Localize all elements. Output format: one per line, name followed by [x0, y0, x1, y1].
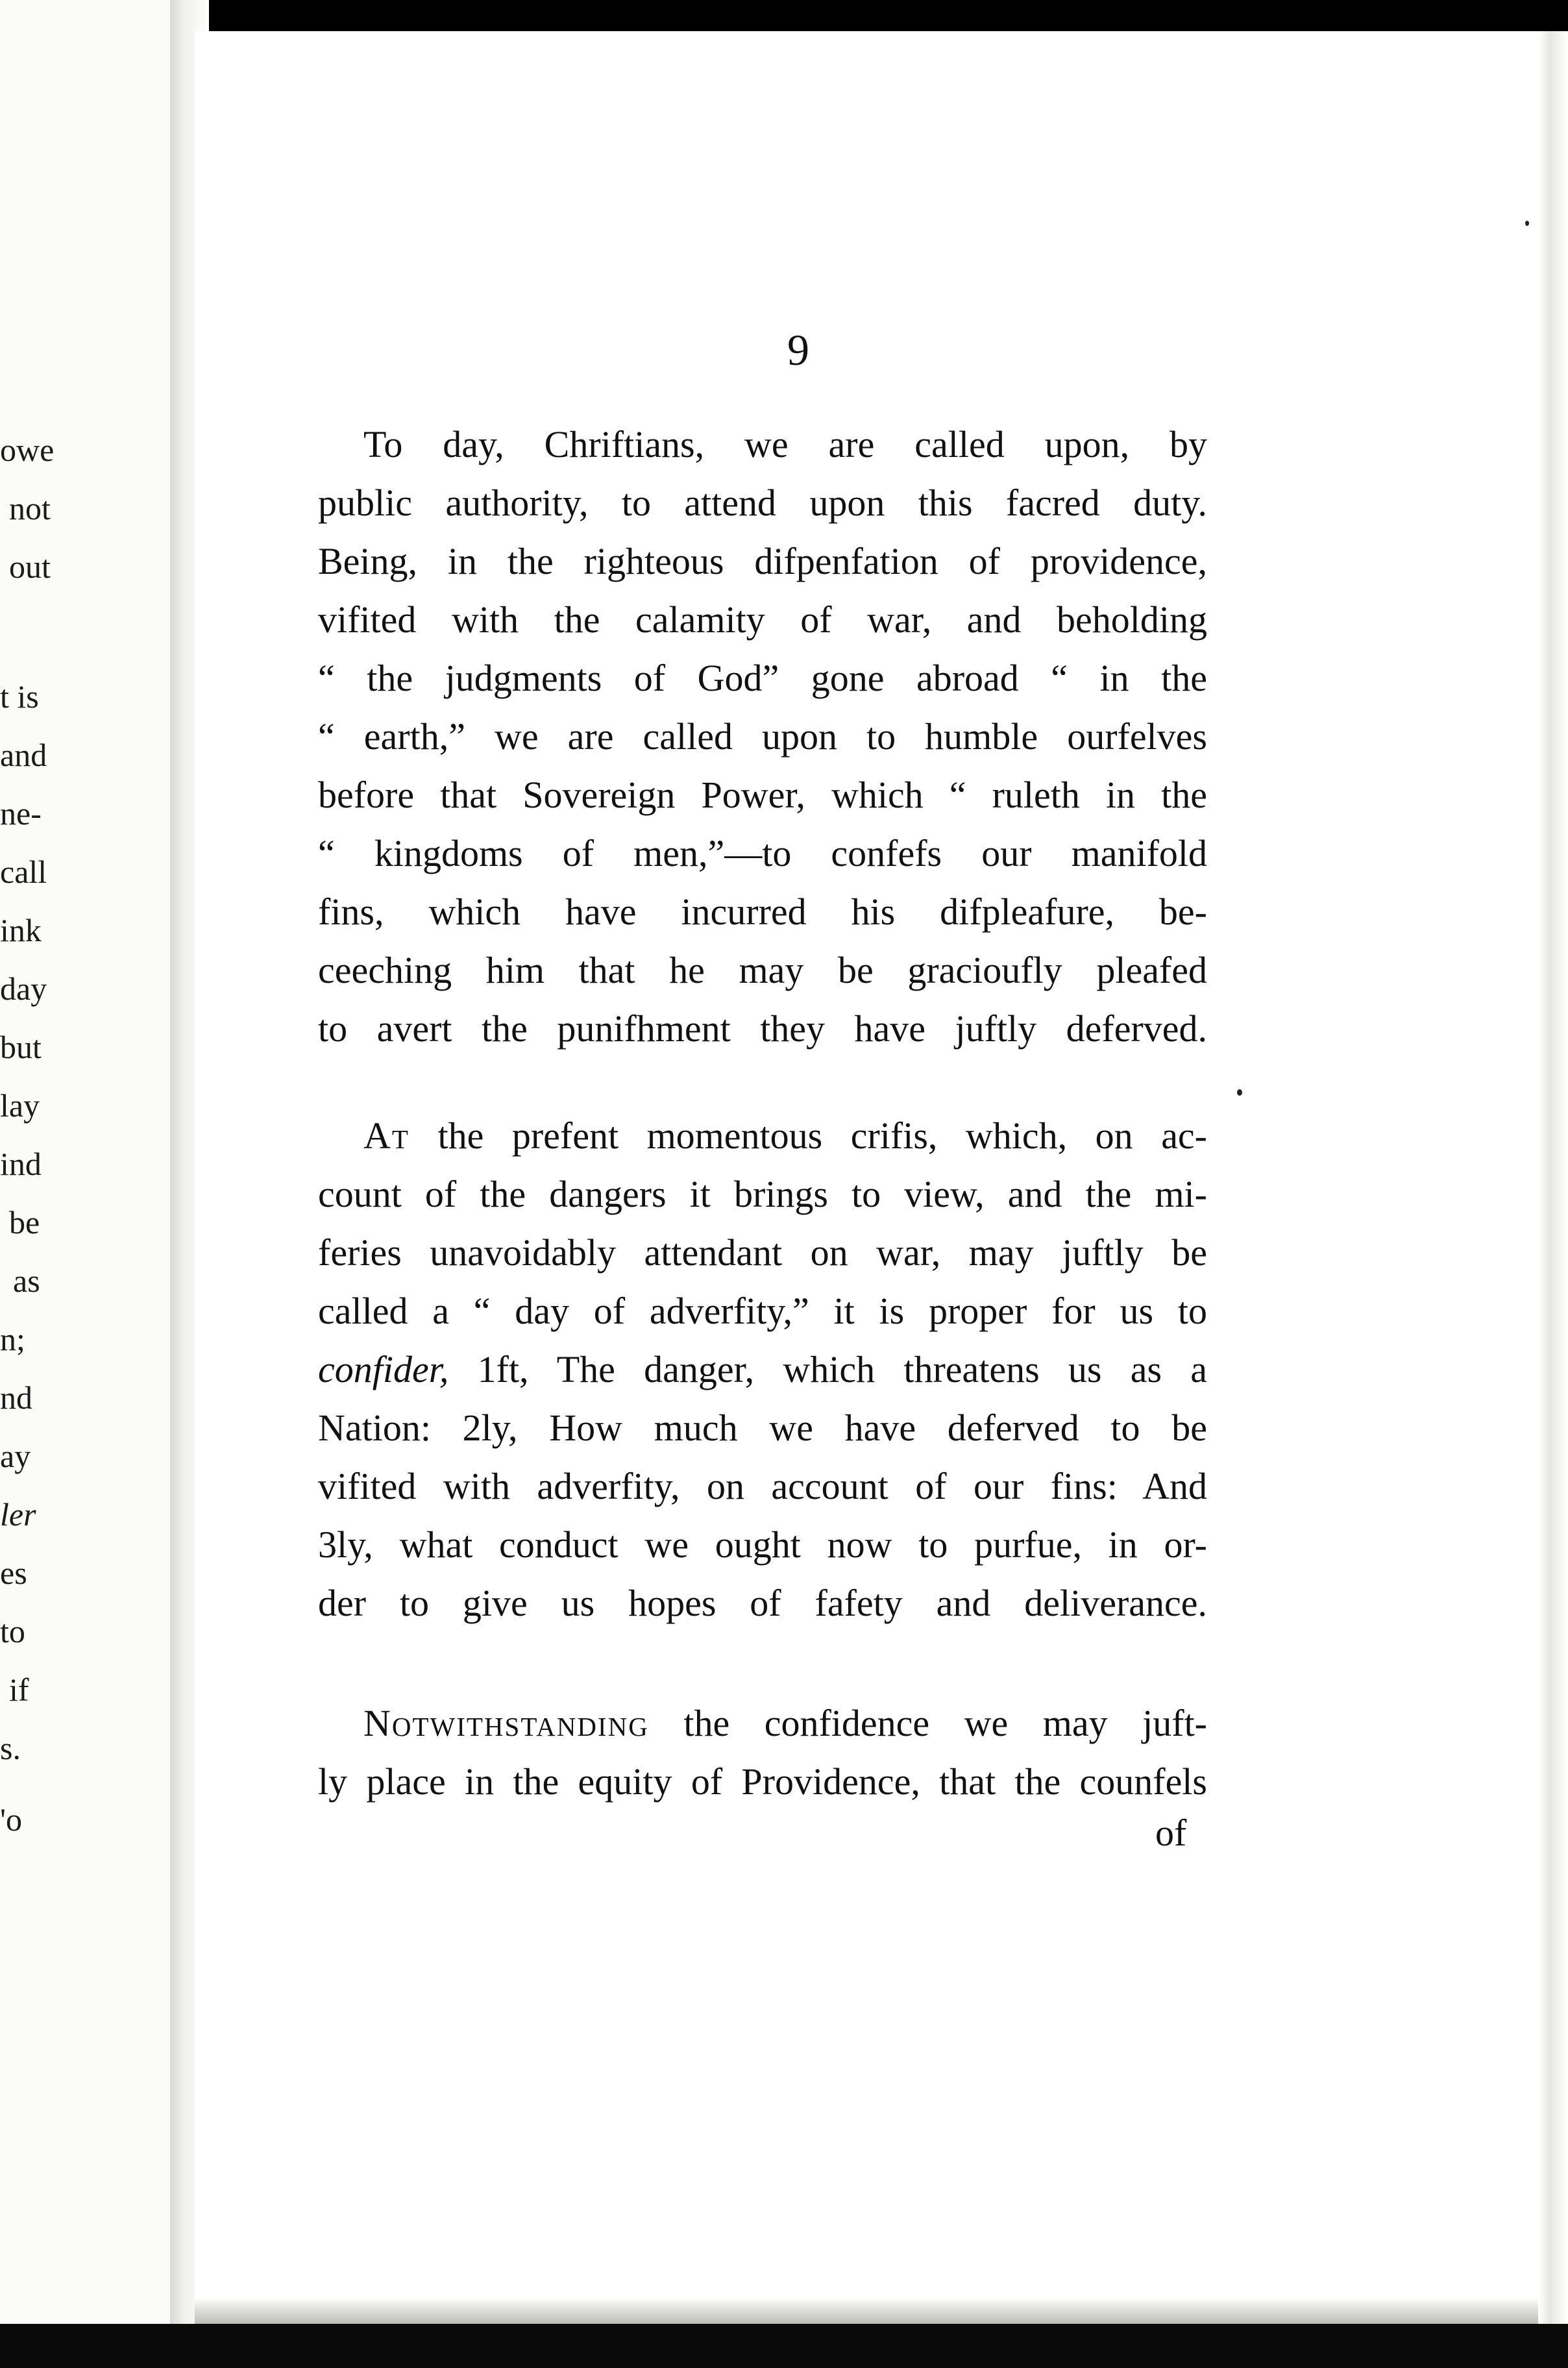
left-page-fragment: call: [0, 854, 47, 890]
text-line: Being, in the righteous difpenfation of providence,: [318, 540, 1207, 582]
text-line: [318, 1107, 1207, 1165]
left-page-fragment: as: [13, 1263, 40, 1299]
italic-word: confider,: [318, 1348, 449, 1390]
text-line: To day, Chriftians, we are called upon, by: [363, 423, 1207, 465]
small-caps-lead: Notwithstanding: [363, 1702, 649, 1744]
paragraph-3: [318, 1694, 1207, 1811]
left-page-fragment: ne-: [0, 795, 42, 832]
catchword: of: [1155, 1812, 1187, 1854]
text-line: public authority, to attend upon this facred duty.: [318, 482, 1207, 524]
text-fragment: 1ft, The danger, which threatens us as a: [477, 1348, 1208, 1390]
text-fragment: the prefent momentous crifis, which, on ac-: [437, 1115, 1207, 1157]
text-line: feries unavoidably attendant on war, may juftly be: [318, 1231, 1207, 1274]
text-line: vifited with the calamity of war, and beholding: [318, 598, 1207, 641]
left-page-fragment: t is: [0, 678, 39, 715]
text-line: fins, which have incurred his difpleafure, be-: [318, 891, 1207, 933]
text-line: called a “ day of adverfity,” it is proper for us to: [318, 1290, 1207, 1332]
left-page-fragment: to: [0, 1613, 25, 1649]
left-page-fragment: 'o: [0, 1801, 23, 1838]
text-line: “ kingdoms of men,”—to confefs our manifold: [318, 832, 1207, 874]
text-line: vifited with adverfity, on account of our fins: And: [318, 1465, 1207, 1507]
left-page-fragment: owe: [0, 432, 55, 468]
text-line: 3ly, what conduct we ought now to purfue, in or-: [318, 1523, 1207, 1566]
left-page-fragment: ink: [0, 912, 42, 948]
left-page-fragment: ind: [0, 1146, 42, 1182]
page-number: 9: [787, 325, 809, 375]
ink-speck: [1525, 221, 1529, 226]
text-line: ly place in the equity of Providence, that the counfels: [318, 1760, 1207, 1803]
left-page-fragment: s.: [0, 1730, 21, 1766]
text-line: [318, 1340, 1207, 1399]
text-fragment: the confidence we may juft-: [683, 1702, 1207, 1744]
left-page-fragment: be: [9, 1204, 40, 1240]
left-page-fragment: if: [9, 1671, 29, 1708]
text-line: “ the judgments of God” gone abroad “ in the: [318, 657, 1207, 699]
text-line: count of the dangers it brings to view, and the mi-: [318, 1173, 1207, 1215]
small-caps-lead: At: [363, 1115, 410, 1157]
ink-speck: [1237, 1089, 1242, 1096]
paragraph-2: [318, 1107, 1207, 1633]
left-page-fragment: not: [9, 490, 51, 526]
text-line: “ earth,” we are called upon to humble ourfelves: [318, 715, 1207, 758]
left-page-fragment: es: [0, 1555, 27, 1591]
left-page-fragment: ler: [0, 1496, 36, 1533]
left-page-fragment: out: [9, 549, 51, 585]
page-right-edge: [1538, 31, 1568, 2337]
text-line: [318, 1694, 1207, 1753]
left-facing-page: [0, 0, 170, 2337]
text-line: der to give us hopes of fafety and deliverance.: [318, 1582, 1207, 1624]
left-page-fragment: ay: [0, 1438, 31, 1474]
left-page-fragment: and: [0, 737, 47, 773]
left-page-fragment: day: [0, 970, 47, 1007]
paragraph-1: [318, 415, 1207, 1058]
text-line: before that Sovereign Power, which “ ruleth in the: [318, 774, 1207, 816]
text-line: Nation: 2ly, How much we have deferved to be: [318, 1407, 1207, 1449]
text-line: ceeching him that he may be gracioufly pleafed: [318, 949, 1207, 991]
left-page-fragment: nd: [0, 1379, 32, 1416]
text-line: to avert the punifhment they have juftly deferved.: [318, 1007, 1207, 1050]
page-bottom-edge: [195, 2298, 1538, 2324]
left-page-fragment: lay: [0, 1087, 40, 1124]
left-page-fragment: but: [0, 1029, 42, 1065]
left-page-fragment: n;: [0, 1321, 25, 1357]
scan-border: [0, 2324, 1568, 2368]
